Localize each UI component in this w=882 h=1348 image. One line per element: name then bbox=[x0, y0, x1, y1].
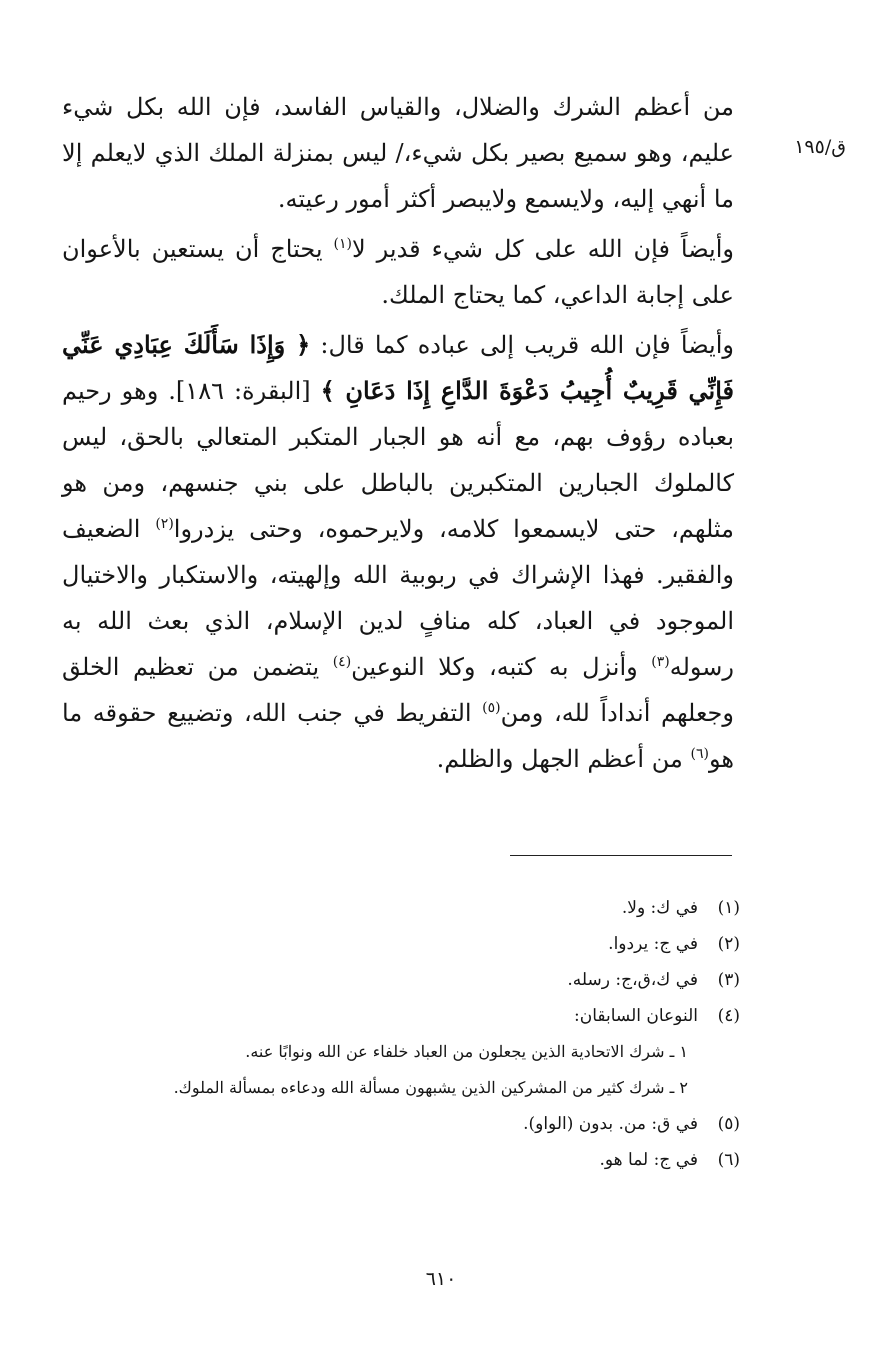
paragraph-3-text-a: وأيضاً فإن الله قريب إلى عباده كما قال: bbox=[310, 331, 734, 359]
footnote-text: النوعان السابقان: bbox=[574, 1006, 698, 1026]
footnote-ref-6[interactable]: (٦) bbox=[690, 746, 709, 762]
manuscript-folio-note: ق/١٩٥ bbox=[794, 136, 846, 158]
paragraph-1 bbox=[62, 84, 734, 222]
paragraph-3 bbox=[62, 322, 734, 782]
footnote-1 bbox=[100, 890, 740, 926]
footnote-text: في ق: من. بدون (الواو). bbox=[523, 1114, 698, 1134]
footnote-6 bbox=[100, 1142, 740, 1178]
footnote-4 bbox=[100, 998, 740, 1034]
footnote-number: (٦) bbox=[717, 1150, 740, 1170]
footnote-ref-1[interactable]: (١) bbox=[333, 236, 352, 252]
footnotes bbox=[100, 890, 740, 1178]
paragraph-3-text-e: يتضمن من تعظيم الخلق وجعلهم أنداداً لله، ومن bbox=[62, 653, 734, 727]
footnote-ref-2[interactable]: (٢) bbox=[155, 516, 174, 532]
footnote-ref-3[interactable]: (٣) bbox=[651, 654, 670, 670]
footnote-number: (٥) bbox=[717, 1114, 740, 1134]
paragraph-3-text-c: الضعيف والفقير. فهذا الإشراك في ربوبية الله وإلهيته، والاستكبار والاختيال الموجود في العباد، كله منافٍ لدين الإسلام، الذي بعث الله به رسوله bbox=[62, 515, 734, 681]
footnote-text: في ك: ولا. bbox=[621, 898, 698, 918]
footnote-ref-4[interactable]: (٤) bbox=[332, 654, 352, 670]
footnote-5 bbox=[100, 1106, 740, 1142]
footnote-number: (١) bbox=[717, 898, 740, 918]
main-text bbox=[62, 84, 734, 782]
footnote-ref-5[interactable]: (٥) bbox=[482, 700, 501, 716]
footnote-number: (٣) bbox=[717, 970, 740, 990]
quran-verse: ﴿ وَإِذَا سَأَلَكَ عِبَادِي عَنِّي فَإِنِّي قَرِيبٌ أُجِيبُ دَعْوَةَ الدَّاعِ إِذَا دَعَانِ ﴾ bbox=[62, 330, 735, 405]
footnote-number: (٢) bbox=[717, 934, 740, 954]
paragraph-3-text-g: من أعظم الجهل والظلم. bbox=[436, 745, 691, 773]
footnote-divider bbox=[510, 855, 732, 856]
paragraph-2-text-b: يحتاج أن يستعين بالأعوان على إجابة الداعي، كما يحتاج الملك. bbox=[62, 235, 734, 309]
page-number: ٦١٠ bbox=[425, 1268, 457, 1290]
paragraph-2-text-a: وأيضاً فإن الله على كل شيء قدير لا bbox=[351, 235, 734, 263]
footnote-number: (٤) bbox=[717, 1006, 740, 1026]
paragraph-1-text: من أعظم الشرك والضلال، والقياس الفاسد، فإن الله بكل شيء عليم، وهو سميع بصير بكل شيء،/ ليس بمنزلة الملك الذي لايعلم إلا ما أنهي إليه، ولايسمع ولايبصر أكثر أمور رعيته. bbox=[62, 93, 734, 213]
paragraph-3-text-b: وهو رحيم بعباده رؤوف بهم، مع أنه هو الجبار المتكبر المتعالي بالحق، ليس كالملوك الجبارين المتكبرين بالباطل على بني جنسهم، ومن هو مثلهم، حتى لايسمعوا كلامه، ولايرحموه، وحتى يزدروا bbox=[62, 377, 735, 543]
footnote-text: في ج: يردوا. bbox=[608, 934, 698, 954]
footnote-3 bbox=[100, 962, 740, 998]
paragraph-2 bbox=[62, 226, 734, 318]
paragraph-3-text-d: وأنزل به كتبه، وكلا النوعين bbox=[351, 653, 652, 681]
footnote-2 bbox=[100, 926, 740, 962]
footnote-4-subitem-1: ١ ـ شرك الاتحادية الذين يجعلون من العباد خلفاء عن الله ونوابًا عنه. bbox=[245, 1042, 688, 1061]
footnote-4-subitem-2: ٢ ـ شرك كثير من المشركين الذين يشبهون مسألة الله ودعاءه بمسألة الملوك. bbox=[173, 1078, 688, 1097]
footnote-text: في ك،ق،ج: رسله. bbox=[567, 970, 698, 990]
verse-citation: [البقرة: ١٨٦]. bbox=[168, 377, 321, 405]
footnote-text: في ج: لما هو. bbox=[599, 1150, 698, 1170]
paragraph-3-text-f: التفريط في جنب الله، وتضييع حقوقه ما هو bbox=[62, 699, 734, 773]
